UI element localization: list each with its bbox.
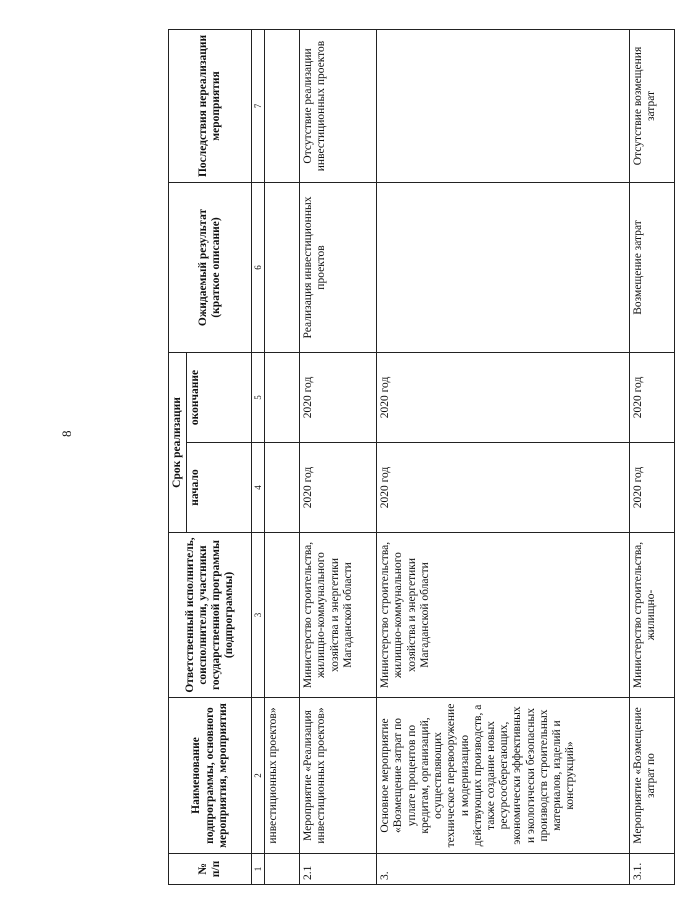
row-result: Реализация инвестиционных проектов	[300, 182, 377, 352]
row-name: Основное мероприятие «Возмещение затрат по уплате процентов по кредитам, организаций, осуществляющих техническое перевооружение и модернизацию действующих производств, а также создание новых ресурсосберегающих, экономически эффективных и экологически безопасных производств строительных материалов, изделий и конструкций»	[377, 698, 630, 854]
row-start: 2020 год	[630, 443, 675, 533]
row-end: 2020 год	[300, 352, 377, 442]
column-number: 3	[252, 533, 265, 698]
column-number: 1	[252, 854, 265, 885]
row-name: инвестиционных проектов»	[265, 698, 300, 854]
events-table	[168, 29, 675, 885]
row-executor: Министерство строительства, жилищно-коммунального хозяйства и энергетики Магаданской области	[377, 533, 630, 698]
row-end	[265, 352, 300, 442]
column-number: 5	[252, 352, 265, 442]
table-row	[377, 29, 630, 884]
table-row	[265, 29, 300, 884]
row-end: 2020 год	[377, 352, 630, 442]
row-start	[265, 443, 300, 533]
column-number: 2	[252, 698, 265, 854]
row-result	[377, 182, 630, 352]
header-result: Ожидаемый результат (краткое описание)	[169, 182, 252, 352]
row-consequences: Отсутствие возмещения затрат	[630, 29, 675, 182]
row-num: 3.	[377, 854, 630, 885]
table-row	[630, 29, 675, 884]
row-num	[265, 854, 300, 885]
row-consequences: Отсутствие реализации инвестиционных проектов	[300, 29, 377, 182]
row-start: 2020 год	[377, 443, 630, 533]
header-end: окончание	[187, 352, 252, 442]
row-consequences	[377, 29, 630, 182]
column-number: 6	[252, 182, 265, 352]
row-executor	[265, 533, 300, 698]
row-num: 2.1	[300, 854, 377, 885]
column-number: 4	[252, 443, 265, 533]
row-name: Мероприятие «Реализация инвестиционных проектов»	[300, 698, 377, 854]
page-number: 8	[59, 430, 74, 437]
row-start: 2020 год	[300, 443, 377, 533]
column-number: 7	[252, 29, 265, 182]
header-num: № п/п	[169, 854, 252, 885]
table-row	[300, 29, 377, 884]
column-numbers-row	[252, 29, 265, 884]
row-num: 3.1.	[630, 854, 675, 885]
header-executor: Ответственный исполнитель, соисполнители, участники государственной программы (подпрограммы)	[169, 533, 252, 698]
header-row	[169, 29, 187, 884]
row-result: Возмещение затрат	[630, 182, 675, 352]
header-name: Наименование подпрограммы, основного мероприятия, мероприятия	[169, 698, 252, 854]
header-start: начало	[187, 443, 252, 533]
row-executor: Министерство строительства, жилищно-коммунального хозяйства и энергетики Магаданской области	[300, 533, 377, 698]
row-result	[265, 182, 300, 352]
row-end: 2020 год	[630, 352, 675, 442]
row-consequences	[265, 29, 300, 182]
header-consequences: Последствия нереализации мероприятия	[169, 29, 252, 182]
document-sheet	[168, 30, 658, 885]
header-period: Срок реализации	[169, 352, 187, 532]
row-executor: Министерство строительства, жилищно-	[630, 533, 675, 698]
row-name: Мероприятие «Возмещение затрат по	[630, 698, 675, 854]
